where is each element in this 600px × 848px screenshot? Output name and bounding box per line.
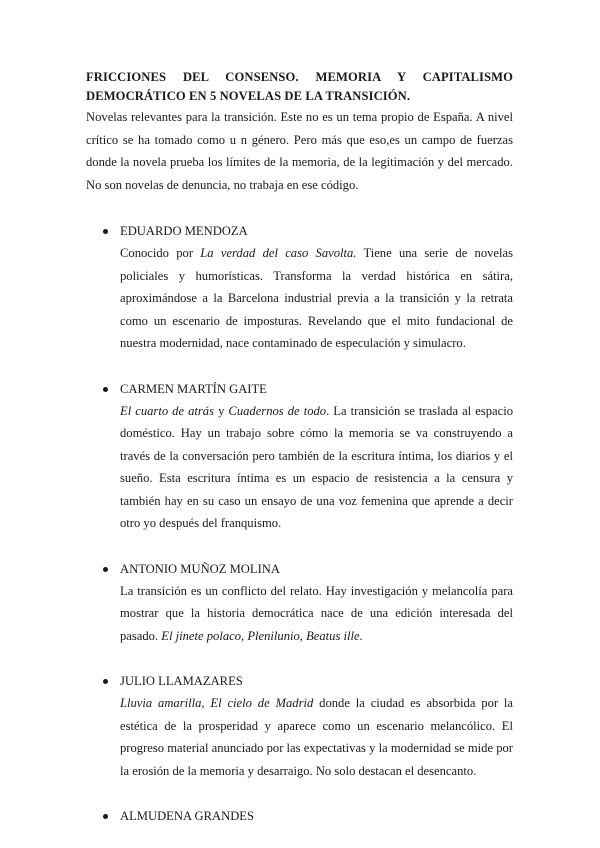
list-item-eduardo-mendoza: [86, 222, 513, 355]
book-title: La verdad del caso Savolta.: [200, 246, 357, 260]
intro-paragraph: Novelas relevantes para la transición. Este no es un tema propio de España. A nivel crítico se ha tomado como u n género. Pero más que eso,es un campo de fuerzas donde la novela prueba los límites de la memoria, de la legitimación y del mercado. No son novelas de denuncia, no trabaja en ese código.: [86, 110, 513, 192]
book-title: El jinete polaco, Plenilunio, Beatus ille.: [161, 628, 363, 643]
author-name: ANTONIO MUÑOZ MOLINA: [120, 561, 280, 576]
bullet-icon: [103, 229, 108, 234]
author-description: La transición es un conflicto del relato. Hay investigación y melancolía para mostrar que la historia democrática nace de una edición interesada del pasado. El jinete polaco, Plenilunio, Beatus ille.: [120, 583, 513, 643]
author-description: Lluvia amarilla, El cielo de Madrid donde la ciudad es absorbida por la estética de la prosperidad y aparece como un escenario melancólico. El progreso material anunciado por las expectativas y la modernidad se mide por la erosión de la memoria y desarraigo. No solo destacan el desencanto.: [120, 696, 513, 778]
author-list: [86, 222, 513, 826]
list-item-antonio-munoz-molina: [86, 560, 513, 648]
author-name: EDUARDO MENDOZA: [120, 224, 248, 238]
document-title: FRICCIONES DEL CONSENSO. MEMORIA Y CAPITALISMO DEMOCRÁTICO EN 5 NOVELAS DE LA TRANSICIÓN.: [86, 70, 513, 103]
author-name: JULIO LLAMAZARES: [120, 674, 243, 688]
list-item-julio-llamazares: [86, 672, 513, 782]
author-name: CARMEN MARTÍN GAITE: [120, 381, 267, 396]
author-description: El cuarto de atrás y Cuadernos de todo. La transición se traslada al espacio doméstico. Hay un trabajo sobre cómo la memoria se va construyendo a través de la conversación pero también de la escritura íntima, los diarios y el sueño. Esta escritura íntima es un espacio de resistencia a la censura y también hay en su caso un ensayo de una voz femenina que aprende a decir otro yo después del franquismo.: [120, 403, 514, 530]
list-item-carmen-martin-gaite: [86, 380, 513, 535]
bullet-icon: [103, 387, 108, 392]
book-title: El cuarto de atrás: [120, 403, 215, 418]
book-title: Lluvia amarilla, El cielo de Madrid: [120, 696, 314, 710]
bullet-icon: [103, 679, 108, 684]
book-title: Cuadernos de todo: [228, 403, 327, 418]
list-item-almudena-grandes: [86, 807, 513, 826]
bullet-icon: [103, 567, 108, 572]
bullet-icon: [103, 814, 108, 819]
author-description: Conocido por La verdad del caso Savolta. Tiene una serie de novelas policiales y humorísticas. Transforma la verdad histórica en sátira, aproximándose a la Barcelona industrial previa a la transición y la retrata como un escenario de imposturas. Revelando que el mito fundacional de nuestra modernidad, nace contaminado de especulación y simulacro.: [120, 246, 513, 350]
document-page: [86, 68, 513, 826]
author-name: ALMUDENA GRANDES: [120, 809, 254, 823]
